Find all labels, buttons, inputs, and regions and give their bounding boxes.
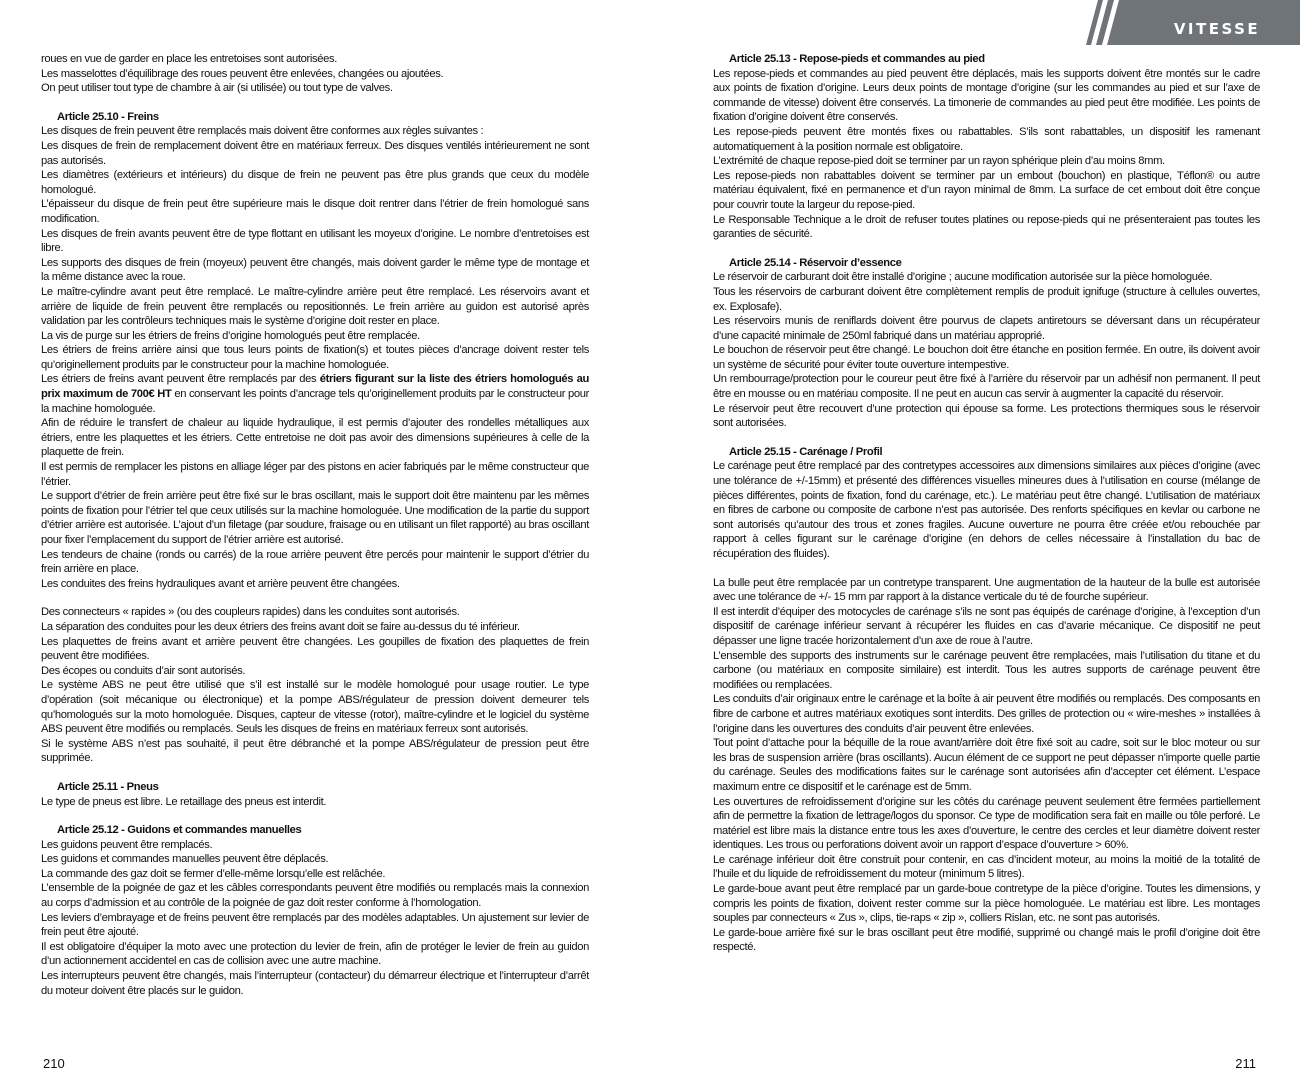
paragraph: Les guidons et commandes manuelles peuvent être déplacés. xyxy=(41,853,329,866)
section-title: VITESSE xyxy=(1173,20,1261,38)
paragraph: Les repose-pieds et commandes au pied peuvent être déplacés, mais les supports doivent être montés sur le cadre aux points de fixation d’origine. Leurs deux points de montage d’origine (sur les commandes au pied et sur l’axe de commande de vitesse) doivent être conservés. La timonerie de commandes au pied peut être modifiée. Les points de fixation d’origine doivent être conservés. xyxy=(713,67,1260,124)
page-number-left: 210 xyxy=(43,1056,65,1071)
paragraph: Les disques de frein avants peuvent être de type flottant en utilisant les moyeux d’origine. Le nombre d’entretoises est libre. xyxy=(41,227,589,255)
paragraph: La commande des gaz doit se fermer d’elle-même lorsqu’elle est relâchée. xyxy=(41,867,386,880)
paragraph: Il est permis de remplacer les pistons en alliage léger par des pistons en acier fabriqués par le même constructeur que l’étrier. xyxy=(41,461,589,488)
right-text-column xyxy=(713,52,1260,955)
paragraph: Les guidons peuvent être remplacés. xyxy=(41,838,213,851)
caliper-paragraph xyxy=(41,372,589,416)
paragraph: L’ensemble des supports des instruments sur le carénage peuvent être remplacées, mais l’utilisation du titane et du carbone (ou matériaux en composite similaire) est interdit. Tous les autres supports de carénage peuvent être modifiées ou remplacées. xyxy=(713,649,1260,691)
article-25-12-title: Article 25.12 - Guidons et commandes manuelles xyxy=(57,824,302,837)
paragraph: Le maître-cylindre avant peut être remplacé. Le maître-cylindre arrière peut être remplacé. Les réservoirs avant et arrière de liquide de frein peuvent être remplacés ou repositionnés. Le frein arrière au guidon est autorisé après validation par les contrôleurs techniques mais le système d’origine doit rester en place. xyxy=(41,285,589,328)
article-25-14-title: Article 25.14 - Réservoir d’essence xyxy=(729,256,902,269)
paragraph: Les conduits d’air originaux entre le carénage et la boîte à air peuvent être modifiés ou remplacés. Des composants en fibre de carbone et autres matériaux exotiques sont interdits. Des grilles de protection ou « wire-meshes » installées à l’origine dans les ouvertures des conduits d’air peuvent être enlevées. xyxy=(713,693,1261,735)
paragraph: Le bouchon de réservoir peut être changé. Le bouchon doit être étanche en position fermée. En outre, ils doivent avoir un système de sécurité pour éviter toute ouverture intempestive. xyxy=(713,344,1260,371)
paragraph: Les conduites des freins hydrauliques avant et arrière peuvent être changées. xyxy=(41,577,400,590)
left-text-column xyxy=(41,52,589,998)
article-25-15-title: Article 25.15 - Carénage / Profil xyxy=(729,445,883,458)
right-page xyxy=(650,0,1300,1092)
paragraph: Il est interdit d’équiper des motocycles de carénage s’ils ne sont pas équipés de carénage d’origine, à l’exception d’un dispositif de carénage inférieur servant à récupérer les fluides en cas d’avarie mécanique. Ce dispositif ne peut dépasser une ligne tracée horizontalement d’un axe de roue à l’autre. xyxy=(713,605,1260,647)
paragraph: Si le système ABS n’est pas souhaité, il peut être débranché et la pompe ABS/régulateur de pression peut être supprimée. xyxy=(41,737,589,765)
paragraph: L’extrémité de chaque repose-pied doit se terminer par un rayon sphérique plein d’au moins 8mm. xyxy=(713,155,1165,168)
paragraph: Les ouvertures de refroidissement d’origine sur les côtés du carénage peuvent seulement être fermées partiellement afin de permettre la fixation de lettrage/logos du sponsor. Ce type de modification sera fait en maille ou tôle perforé. Le matériel est libre mais la distance entre tous les axes d’ouverture, le centre des cercles et leur diamètre doivent rester identiques. Les trous ou perforations doivent avoir un rapport d’espace d’ouverture > 60%. xyxy=(713,795,1260,852)
paragraph: Tout point d’attache pour la béquille de la roue avant/arrière doit être fixé soit au cadre, soit sur le bloc moteur ou sur les bras de suspension arrière (bras oscillants). Aucun élément de ce support ne peut dépasser n’importe quelle partie du carénage. Seules des modifications faites sur le carénage sont autorisées afin d’accepter cet élément. L’espace maximum entre ce dispositif et le carénage est de 5mm. xyxy=(713,737,1260,793)
paragraph: Il est obligatoire d’équiper la moto avec une protection du levier de frein, afin de protéger le levier de frein au guidon d’un actionnement accidentel en cas de collision avec une autre machine. xyxy=(41,940,589,968)
caliper-text-bold: étriers figurant sur la liste des étriers homologués au prix maximum de 700€ HT xyxy=(41,373,589,401)
paragraph: Les tendeurs de chaine (ronds ou carrés) de la roue arrière peuvent être percés pour maintenir le support d’étrier du frein arrière en place. xyxy=(41,548,589,576)
intro-paragraph: roues en vue de garder en place les entretoises sont autorisées. xyxy=(41,53,338,65)
paragraph: Le système ABS ne peut être utilisé que s’il est installé sur le modèle homologué pour usage routier. Le type d’opération (soit mécanique ou électronique) et la pompe ABS/régulateur de pression doivent demeurer tels qu’homologués sur la moto homologuée. Disques, capteur de vitesse (rotor), maître-cylindre et le logiciel du système ABS peuvent être modifiés ou remplacés. Seuls les disques de freins en matériaux ferreux sont autorisés. xyxy=(41,679,589,736)
paragraph: Les étriers de freins arrière ainsi que tous leurs points de fixation(s) et toutes pièces d’ancrage doivent rester tels qu’originellement produits par le constructeur pour la machine homologuée. xyxy=(41,344,589,371)
page-number-right: 211 xyxy=(1235,1056,1256,1071)
paragraph: La bulle peut être remplacée par un contretype transparent. Une augmentation de la hauteur de la bulle est autorisée avec une tolérance de +/- 15 mm par rapport à la distance verticale du té de fourche supérieur. xyxy=(713,576,1260,604)
paragraph: Des écopes ou conduits d’air sont autorisés. xyxy=(41,664,246,677)
paragraph: Les diamètres (extérieurs et intérieurs) du disque de frein ne peuvent pas être plus grands que ceux du modèle homologué. xyxy=(41,169,589,196)
article-25-13-title: Article 25.13 - Repose-pieds et commandes au pied xyxy=(729,53,985,65)
paragraph: Le garde-boue avant peut être remplacé par un garde-boue contretype de la pièce d’origine. Toutes les dimensions, y compris les points de fixation, doivent rester comme sur la pièce homologuée. Le matériau est libre. Les montages souples par connecteurs « Zus », clips, tie-raps « zip », colliers Rislan, etc. ne sont pas autorisés. xyxy=(713,883,1260,925)
paragraph: Tous les réservoirs de carburant doivent être complètement remplis de produit ignifuge (structure à cellules ouvertes, ex. Explosafe). xyxy=(713,285,1260,313)
paragraph: Le réservoir de carburant doit être installé d’origine ; aucune modification autorisée sur la pièce homologuée. xyxy=(713,271,1213,284)
paragraph: Le Responsable Technique a le droit de refuser toutes platines ou repose-pieds qui ne présenteraient pas toutes les garanties de sécurité. xyxy=(713,213,1260,241)
paragraph: Le carénage peut être remplacé par des contretypes accessoires aux dimensions similaires aux pièces d’origine (avec une tolérance de +/-15mm) et présenté des différences visuelles mineures dues à l’utilisation en course (mélange de pièces différentes, points de fixation, fond du carénage, etc.). Le matériau peut être changé. L’utilisation de matériaux en fibres de carbone ou composite de carbone n’est pas autorisée. Des renforts spécifiques en kevlar ou carbone ne sont autorisés qu’autour des trous et zones fragiles. Aucune ouverture ne pourra être créée et/ou rebouchée par rapport à celles figurant sur le carénage d’origine (en dehors de celles nécessaire à l’installation du bac de récupération des fluides). xyxy=(713,460,1260,560)
paragraph: Un rembourrage/protection pour le coureur peut être fixé à l’arrière du réservoir par un adhésif non permanent. Il peut être en mousse ou en matériau composite. Il ne peut en aucun cas servir à augmenter la capacité du réservoir. xyxy=(713,373,1260,401)
paragraph: Les leviers d’embrayage et de freins peuvent être remplacés par des modèles adaptables. Un ajustement sur levier de frein peut être ajouté. xyxy=(41,911,589,939)
intro-paragraph: On peut utiliser tout type de chambre à air (si utilisée) ou tout type de valves. xyxy=(41,82,393,95)
paragraph: Le carénage inférieur doit être construit pour contenir, en cas d’incident moteur, au moins la moitié de la totalité de l’huile et du liquide de refroidissement du moteur (minimum 5 litres). xyxy=(713,853,1260,881)
paragraph: Les interrupteurs peuvent être changés, mais l’interrupteur (contacteur) du démarreur électrique et l’interrupteur d’arrêt du moteur doivent être placés sur le guidon. xyxy=(41,970,589,997)
paragraph: L’ensemble de la poignée de gaz et les câbles correspondants peuvent être modifiés ou remplacés mais la connexion au corps d’admission et au contrôle de la poignée de gaz doit rester conforme à l’homologation. xyxy=(41,882,589,910)
caliper-text-after: en conservant les points d’ancrage tels qu’originellement produits par le constructeur pour la machine homologuée. xyxy=(41,388,589,415)
paragraph: Les disques de frein de remplacement doivent être en matériaux ferreux. Des disques ventilés intérieurement ne sont pas autorisés. xyxy=(41,139,589,167)
section-header-tab xyxy=(1082,0,1300,45)
paragraph: Le type de pneus est libre. Le retaillage des pneus est interdit. xyxy=(41,795,327,808)
paragraph: Des connecteurs « rapides » (ou des coupleurs rapides) dans les conduites sont autorisés. xyxy=(41,606,460,619)
paragraph: Les repose-pieds non rabattables doivent se terminer par un embout (bouchon) en plastique, Téflon® ou autre matériau équivalent, fixé en permanence et d’un rayon minimal de 8mm. La surface de cet embout doit être conçue pour couvrir toute la largeur du repose-pied. xyxy=(713,169,1260,211)
paragraph: Le garde-boue arrière fixé sur le bras oscillant peut être modifié, supprimé ou changé mais le profil d’origine doit être respecté. xyxy=(713,926,1260,954)
paragraph: Les repose-pieds peuvent être montés fixes ou rabattables. S’ils sont rabattables, un dispositif les ramenant automatiquement à la position normale est obligatoire. xyxy=(713,125,1260,153)
paragraph: La vis de purge sur les étriers de freins d’origine homologués peut être remplacée. xyxy=(41,329,420,342)
paragraph: Afin de réduire le transfert de chaleur au liquide hydraulique, il est permis d’ajouter des rondelles métalliques aux étriers, entre les plaquettes et les étriers. Cette entretoise ne doit pas avoir des dimensions supérieures à celle de la plaquette de frein. xyxy=(41,417,589,459)
article-25-11-title: Article 25.11 - Pneus xyxy=(57,780,159,793)
paragraph: Les plaquettes de freins avant et arrière peuvent être changées. Les goupilles de fixation des plaquettes de frein peuvent être modifiées. xyxy=(41,635,589,663)
paragraph: Les disques de frein peuvent être remplacés mais doivent être conformes aux règles suivantes : xyxy=(41,125,484,138)
paragraph: Les réservoirs munis de reniflards doivent être pourvus de clapets antiretours se déversant dans un récupérateur d’une capacité minimale de 250ml fabriqué dans un matériau approprié. xyxy=(713,315,1260,342)
paragraph: Les supports des disques de frein (moyeux) peuvent être changés, mais doivent garder le même type de montage et la même distance avec la roue. xyxy=(41,256,589,284)
intro-paragraph: Les masselottes d’équilibrage des roues peuvent être enlevées, changées ou ajoutées. xyxy=(41,67,444,80)
paragraph: Le réservoir peut être recouvert d’une protection qui épouse sa forme. Les protections thermiques sous le réservoir sont autorisées. xyxy=(713,402,1260,430)
article-25-10-title: Article 25.10 - Freins xyxy=(57,110,159,123)
paragraph: L’épaisseur du disque de frein peut être supérieure mais le disque doit rentrer dans l’étrier de frein homologué sans modification. xyxy=(41,198,589,225)
caliper-text-before: Les étriers de freins avant peuvent être remplacés par des xyxy=(41,373,320,386)
paragraph: La séparation des conduites pour les deux étriers des freins avant doit se faire au-dessus du té inférieur. xyxy=(41,620,520,633)
paragraph: Le support d’étrier de frein arrière peut être fixé sur le bras oscillant, mais le support doit être maintenu par les mêmes points de fixation pour l’étrier tel que ceux utilisés sur la machine homologuée. Une modification de la partie du support d’étrier arrière est autorisée. L’ajout d’un filetage (par soudure, fraisage ou en utilisant un filet rapporté) au bras oscillant pour fixer l’emplacement du support de l’étrier arrière est autorisé. xyxy=(41,490,589,546)
